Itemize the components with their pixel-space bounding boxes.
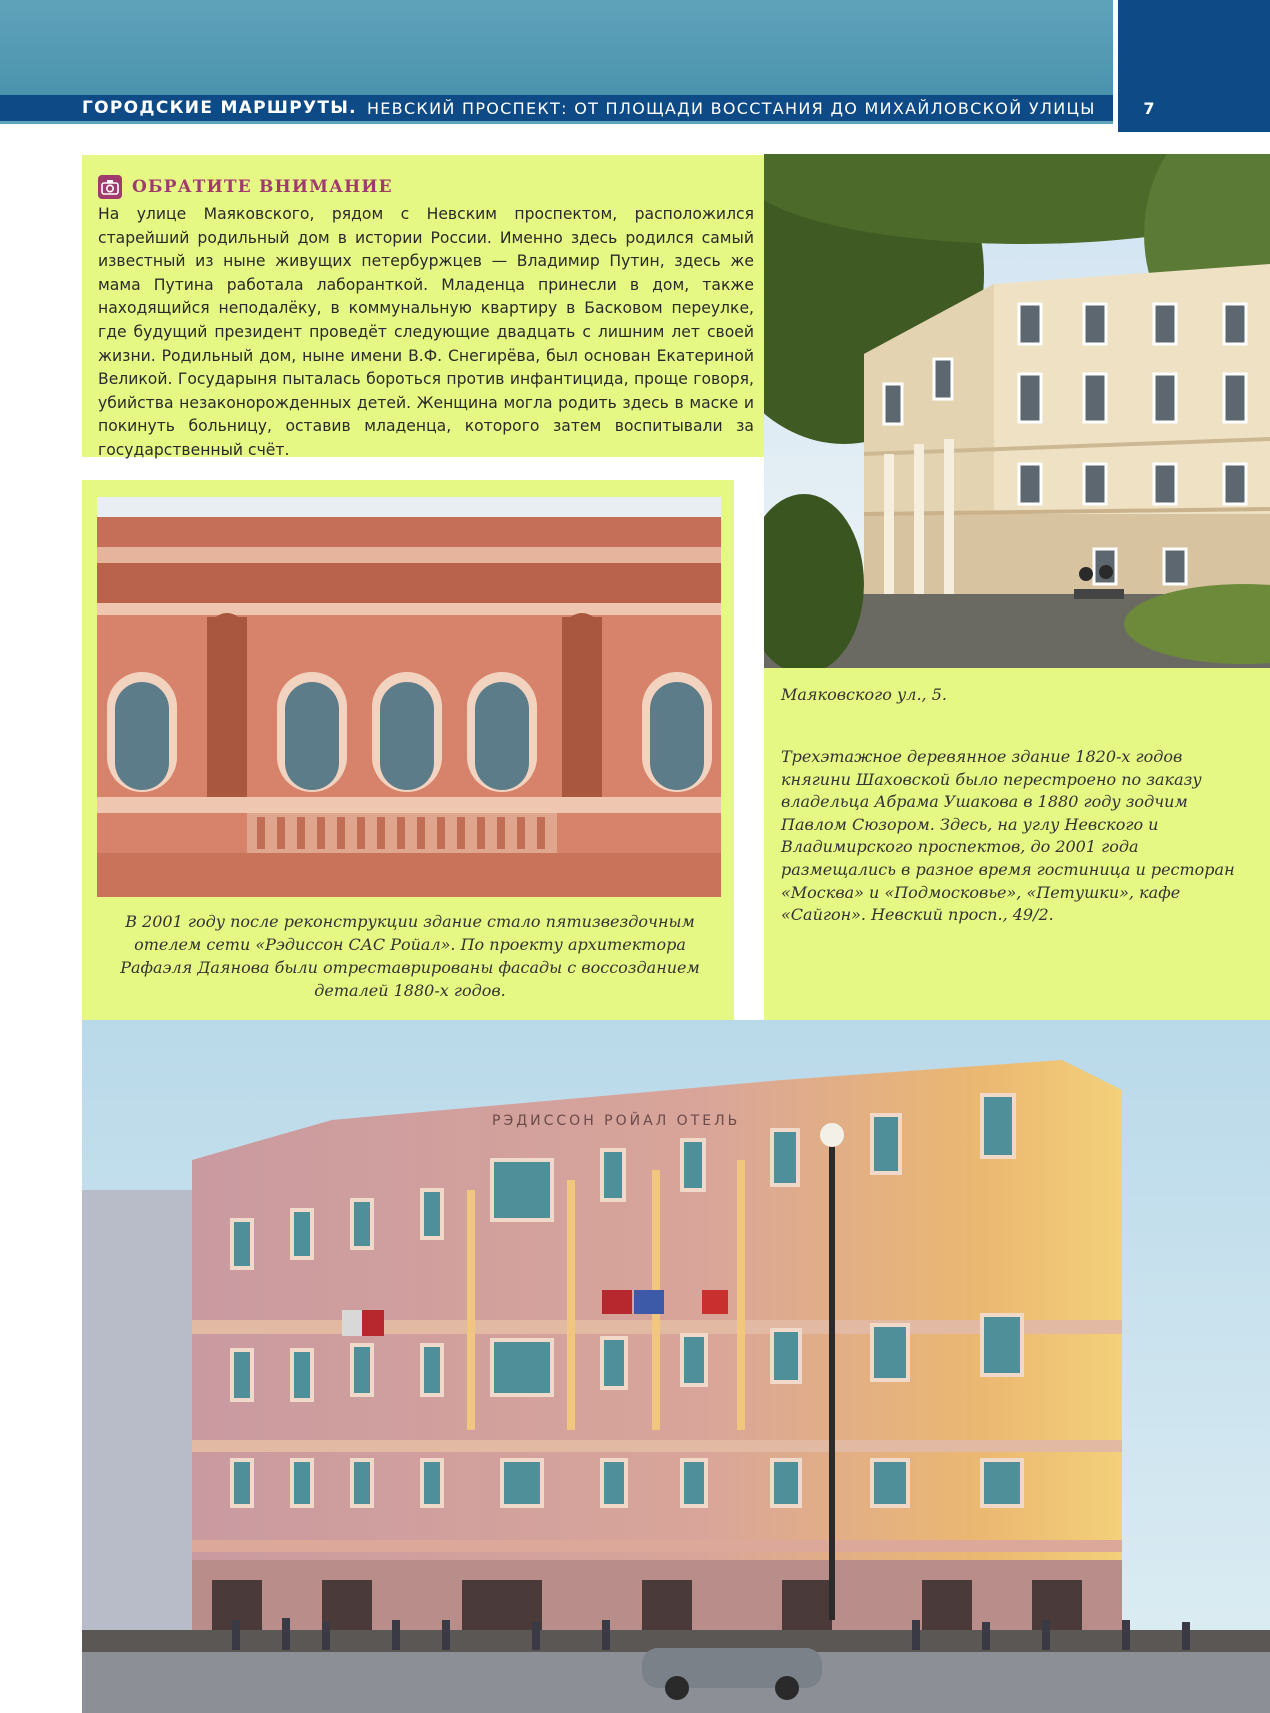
top-color-band — [0, 0, 1113, 95]
notice-box — [82, 155, 768, 457]
header-section: ГОРОДСКИЕ МАРШРУТЫ. — [82, 98, 357, 118]
notice-heading — [98, 175, 754, 199]
header-rule — [0, 121, 1113, 124]
hotel-sign-text: РЭДИССОН РОЙАЛ ОТЕЛЬ — [492, 1113, 741, 1129]
header-route: НЕВСКИЙ ПРОСПЕКТ: ОТ ПЛОЩАДИ ВОССТАНИЯ ДО МИХАЙЛОВСКОЙ УЛИЦЫ — [366, 98, 1096, 118]
radisson-history-caption: Трехэтажное деревянное здание 1820-х годов княгини Шаховской было перестроено по заказу владельца Абрама Ушакова в 1880 году зодчим Павлом Сюзором. Здесь, на углу Невского и Владимирского проспектов, до 2001 года размещались в разное время гостиница и ресторан «Москва» и «Подмосковье», «Петушки», кафе «Сайгон». Невский просп., 49/2. — [781, 747, 1235, 925]
page-number: 7 — [1118, 95, 1180, 121]
facade-caption: В 2001 году после реконструкции здание стало пятизвездочным отелем сети «Рэдиссон САС Ройал». По проекту архитектора Рафаэля Даянова были отреставрированы фасады с воссозданием деталей 1880-х годов. — [120, 912, 700, 1000]
maternity-house-photo — [764, 154, 1270, 668]
notice-body: На улице Маяковского, рядом с Невским проспектом, расположился старейший родильный дом в истории России. Именно здесь родился самый известный из ныне живущих петербуржцев — Владимир Путин, здесь же мама Путина работала лаборанткой. Младенца принесли в дом, также находящийся неподалёку, в коммунальную квартиру в Басковом переулке, где будущий президент проведёт следующие двадцать с лишним лет своей жизни. Родильный дом, ныне имени В.Ф. Снегирёва, был основан Екатериной Великой. Государыня пыталась бороться против инфантицида, проще говоря, убийства незаконорожденных детей. Женщина могла родить здесь в маске и покинуть больницу, оставив младенца, которого затем воспитывали за государственный счёт. — [98, 205, 754, 459]
radisson-hotel-photo — [82, 1020, 1270, 1713]
notice-title: ОБРАТИТЕ ВНИМАНИЕ — [132, 177, 393, 197]
running-header — [0, 95, 1113, 121]
camera-icon — [98, 175, 122, 199]
maternity-caption: Маяковского ул., 5. — [781, 685, 947, 704]
facade-detail-photo — [97, 497, 721, 897]
